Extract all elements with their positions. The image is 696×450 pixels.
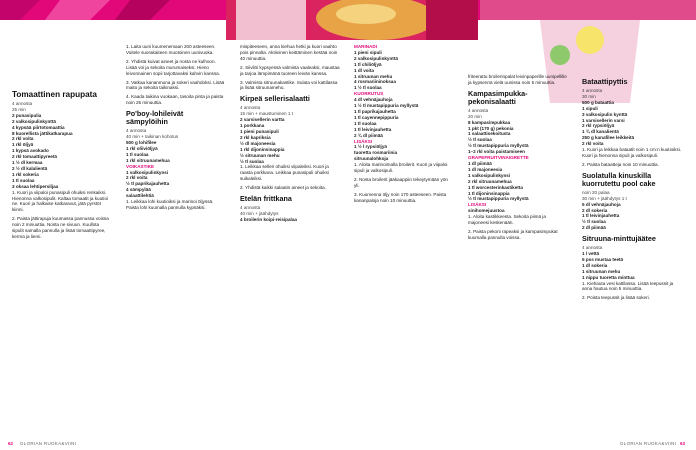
ingredient: 1 dl voita: [354, 67, 374, 73]
recipe-servings: 4 annosta: [468, 107, 489, 113]
instruction: 2. Yhdistä kaikki salaatin aineet ja sekoita.: [240, 185, 326, 191]
recipe-title: Suolatulla kinuskilla kuorrutettu pool cake: [582, 170, 656, 188]
instruction: 2. Siivilöi kypsyessä valmista vaaleaksi, maustaa ja tarjoa lämpimänä tuoreen leivän kanssa.: [240, 64, 340, 76]
ingredient: 2 dl sokeria: [582, 207, 608, 213]
instruction: 2. Poista teepussit ja lisää sokeri.: [582, 295, 650, 301]
ingredient: 4 kypsää piirtotomaattia: [12, 124, 65, 130]
ingredient: tuoretta rosmariinia: [354, 150, 398, 156]
ingredient: 2 rkl voita: [126, 175, 148, 181]
cover-photo: [226, 0, 478, 40]
recipe: [240, 95, 340, 191]
recipe-time: 40 min + jäähdytys: [240, 210, 279, 216]
column-6: [582, 74, 682, 305]
instruction: 3. Kuumenna öljy noin 170 asteeseen. Paista kananpaloja noin 10 minuuttia.: [354, 191, 447, 203]
ingredient: 1 dl majoneesia: [468, 166, 503, 172]
ingredient: 2 varsisellerin vartta: [240, 117, 285, 123]
instruction: 4. Kaada taikina vuokaan, tasoita pinta ja paista noin 25 minuuttia.: [126, 94, 224, 106]
recipe: [582, 235, 682, 301]
ingredient: 1 nippu tuoretta minttua: [582, 274, 635, 280]
ingredient: 4 rosmariininoksaa: [354, 79, 396, 85]
instruction: mispiteeseen, anna kiehua hetki ja kuori vaahto pois pinnalta. Aktiivinen keittäminen kestää noin 40 minuuttia.: [240, 44, 338, 61]
ingredient: 2 valkosipulinkynttä: [12, 118, 56, 124]
ingredient: 1 l vettä: [582, 251, 600, 257]
ingredient: sinihomejuustoa: [468, 208, 505, 214]
ingredient: 500 g bataattia: [582, 99, 614, 105]
section-subheading: LISÄKSI: [468, 202, 487, 208]
instruction: 2. Yhdistä kuivat aineet ja nosta ne kulhoon. Lisää voi ja sekoita murumaiseksi. Hieno leivonnainen sopii tarjottavaksi kahvin kanssa.: [126, 58, 220, 76]
section-subheading: MARINADI: [354, 44, 377, 49]
recipe-title: Etelän frittkana: [240, 194, 292, 204]
ingredient: 1 tl cayennepippuria: [354, 114, 399, 120]
ingredient: ½ tl mustapippuria myllystä: [468, 196, 529, 202]
ingredient: 1 porkkana: [240, 123, 265, 129]
section-subheading: KUORRUTUS: [354, 91, 384, 97]
recipe-title: Kampasimpukka-pekonisalaatti: [468, 88, 528, 106]
ingredient: 1 pieni punasipuli: [240, 128, 279, 134]
instruction: 1. Kuori ja leikkaa bataatit noin 1 cm:n kuutioiksi. Kuori ja hienonna sipuli ja valkosipuli.: [582, 147, 682, 158]
recipe: [240, 195, 340, 223]
ingredient: 2 ½ dl kalalientä: [12, 165, 48, 171]
page-footer: [0, 438, 696, 448]
ingredient: 1 rkl oliiviöljyä: [126, 145, 158, 151]
ingredient: 2 rkl kapriksia: [240, 134, 271, 140]
ingredient: 4 sämpylää: [126, 187, 151, 193]
recipe-time: 40 min + taikinan kohotus: [126, 134, 179, 140]
ingredient: 500 g lohifilee: [126, 139, 157, 145]
page-number-right: 63: [680, 441, 686, 446]
ingredient: 1 ½ tl mustapippuria myllystä: [354, 103, 419, 109]
ingredient: 1 tl leivinjauhetta: [582, 213, 620, 219]
ingredient: 1 dl sokeria: [582, 262, 608, 268]
column-5: [468, 74, 568, 245]
column-4: [354, 44, 454, 207]
section-subheading: GRAPEFRUITVINAIGRETTE: [468, 155, 529, 161]
ingredient: 1 tl dijoninsinappia: [468, 190, 510, 196]
instruction: 1. Kiehauta vesi kattilassa. Lisää teepussit ja anna hautua noin 5 minuuttia.: [582, 280, 674, 292]
recipe-servings: 4 annosta: [582, 88, 603, 93]
ingredient: 1 valkosipulinkynsi: [468, 172, 511, 178]
ingredient: 250 g kanafilee leikkeitä: [582, 135, 635, 141]
ingredient: ½ tl mustapippuria myllystä: [468, 143, 529, 149]
ingredient: 2 rkl voita: [12, 136, 34, 142]
ingredient: 2 valkosipulinkynttä: [354, 55, 398, 61]
ingredient: 1 tl paprikajauhetta: [354, 108, 396, 114]
instruction: 1. Aloita marinoimalla broilerit. Kuori ja viipaloi sipuli ja valkosipuli.: [354, 162, 448, 174]
ingredient: 1 rkl öljyä: [12, 142, 34, 148]
recipe: [468, 90, 568, 241]
recipe: [12, 90, 112, 240]
recipe-time: 30 min: [582, 93, 596, 99]
ingredient: sitruunalohkoja: [354, 156, 389, 162]
ingredient: 2 rkl sitruunamehua: [468, 178, 512, 184]
recipe-time: 25 min: [12, 106, 26, 112]
ingredient: 2 punasipulia: [12, 112, 42, 118]
ingredient: 1 ½ l rypsiöljyä: [354, 144, 387, 150]
section-subheading: LISÄKSI: [354, 138, 373, 144]
instruction: 1. Leikkaa lohi kuutioiksi ja marinoi öljyssä. Paista lohi kuumalla pannulla kypsäksi.: [126, 199, 214, 210]
ingredient: 1 ½ tl suolaa: [354, 85, 382, 91]
ingredient: 1 kypsä avokado: [12, 148, 49, 154]
ingredient: 1 tl suolaa: [354, 120, 377, 126]
ingredient: 1 sipuli: [582, 105, 598, 111]
column-1: [12, 88, 112, 244]
ingredient: 2 rkl rypsiöljyä: [582, 123, 615, 129]
ingredient: ½ tl suolaa: [240, 158, 264, 164]
section-subheading: VOIKASTIKE: [126, 163, 155, 169]
recipe-title: Bataattipyttis: [582, 77, 628, 86]
ingredient: 1 rkl sitruunamehua: [126, 157, 170, 163]
page-number-left: 62: [8, 441, 14, 446]
recipe-title: Kirpeä sellerisalaatti: [240, 94, 310, 104]
recipe-servings: 4 annosta: [126, 128, 147, 134]
column-3: [240, 44, 340, 227]
ingredient: 2 rkl voita: [582, 141, 604, 147]
ingredient: ½ dl majoneesia: [240, 140, 276, 146]
ingredient: ½ tl suolaa: [582, 219, 606, 225]
recipe-title: Po'boy-lohileivät sämpylöihin: [126, 109, 184, 127]
ingredient: 2 dl piimää: [582, 225, 606, 231]
instruction: 1. Kuori ja viipaloi punasipuli ohuiksi renkaiksi. Hienonna valkosipulit. Kaltaa tomaatit ja kuutioi ne. Kuori ja halkaise katkaravut, jätä pyrstöt kiinni.: [12, 189, 109, 213]
ingredient: 5 pss mustaa teetä: [582, 256, 624, 262]
column-2: [126, 44, 226, 215]
recipe: [582, 78, 682, 168]
instruction: 1. Aloita kastikkeesta. Sekoita piimä ja majoneesi keskenään.: [468, 214, 546, 226]
recipe: [126, 110, 226, 211]
ingredient: 1–2 rkl voita paistamiseen: [468, 149, 525, 155]
ingredient: ½ tl suolaa: [468, 137, 492, 143]
recipe-servings: 4 annosta: [12, 101, 33, 106]
ingredient: 1 sitruunan mehu: [582, 268, 621, 274]
recipe-servings: 4 annosta: [240, 105, 261, 111]
instruction: friteerattu broilerinpalat leivinpaperille uunipellille ja kypsennä vielä uunissa noin 5 minuuttia.: [468, 74, 567, 85]
ingredient: 5 dl vehnäjauhoja: [582, 201, 621, 207]
magazine-title-left: GLORIAN RUOKA&VIINI: [20, 441, 77, 446]
instruction: 1. Leikkaa selleri ohuiksi viipaleiksi. Kuori ja raasta porkkana. Leikkaa punasipuli ohuiksi suikaleiksi.: [240, 164, 329, 182]
recipe-time: 30 min + jäähdytys 1 t: [582, 195, 627, 201]
ingredient: 1 tl leivinjauhetta: [354, 126, 392, 132]
ingredient: 8 kampasimpukkaa: [468, 119, 511, 125]
ingredient: 1 valkosipulinkynsi: [126, 169, 169, 175]
instruction: 1. Laita uuni kuumenemaan 200 asteeseen. Voitele suorakaiteen muotoinen uunivuoka.: [126, 44, 216, 55]
ingredient: 1 tl suolaa: [12, 177, 35, 183]
ingredient: 4 broilerin koipi-reisipalaa: [240, 216, 297, 222]
instruction: 2. Paista bataatteja noin 10 minuuttia.: [582, 161, 659, 167]
ingredient: 1 pieni sipuli: [354, 49, 382, 55]
ingredient: salaattilehtiä: [126, 193, 154, 199]
recipe-title: Sitruuna-minttujäätee: [582, 234, 656, 244]
ingredient: 1 pkt (170 g) pekonia: [468, 125, 514, 131]
recipe-servings: 4 annosta: [582, 245, 603, 251]
ingredient: 1 sitruunan mehu: [354, 73, 393, 79]
instruction: 3. Valmista sitruunakastike. Sulata voi kattilassa ja lisää sitruunamehu.: [240, 79, 338, 91]
instruction: 2. Nosta broilerit jääkaappiin tekeytymään yön yli.: [354, 176, 448, 188]
food-photo-image: [226, 0, 478, 40]
ingredient: 1 salaattisekoitusta: [468, 131, 511, 137]
recipe-title: Tomaattinen rapupata: [12, 90, 97, 99]
recipe: [582, 172, 682, 231]
ingredient: 1 tl worcesterinkastiketta: [468, 184, 523, 190]
ingredient: 2 rkl tomaattipyreetä: [12, 154, 57, 160]
ingredient: 1 ¾ dl kanalientä: [582, 129, 619, 135]
ingredient: 3 oksaa lehtipersiljaa: [12, 183, 59, 189]
ingredient: 4 dl vehnäjauhoja: [354, 97, 393, 103]
ingredient: 1 rkl sokeria: [12, 171, 39, 177]
instruction: 2. Paista jättirapuja kuumassa pannussa voissa noin 2 minuuttia. Nosta ne sivuun. Kuullota sipulit samalla pannulla ja lisää tomaattipyree, kerma ja liemi.: [12, 216, 109, 239]
recipe-servings: 4 annosta: [240, 205, 261, 211]
ingredient: 1 tl chiliöljyä: [354, 61, 382, 67]
ingredient: 8 kuorellista jättikatkarapua: [12, 130, 73, 136]
recipe-time: 15 min + maustuminen 1 t: [240, 111, 293, 117]
instruction: 2. Paista pekoni rapeaksi ja kampasimpukat kuumalla pannulla voissa.: [468, 228, 558, 240]
recipe-time: 20 min: [468, 113, 482, 119]
instruction: 3. Vatkaa kananmuna ja sokeri vaahdoksi. Lisää maito ja sekoita taikinaksi.: [126, 79, 225, 91]
ingredient: 1 varsisellerin varsi: [582, 117, 625, 123]
recipe-servings: noin 20 palaa: [582, 189, 610, 195]
ingredient: 1 rkl dijoninsinappia: [240, 146, 285, 152]
ingredient: 1 dl piimää: [468, 160, 492, 166]
ingredient: 2 ¾ dl piimää: [354, 132, 383, 138]
ingredient: 3 valkosipulin kynttä: [582, 111, 628, 117]
ingredient: ½ sitruunan mehu: [240, 152, 280, 158]
ingredient: 1 tl suolaa: [126, 151, 149, 157]
magazine-title-right: GLORIAN RUOKA&VIINI: [620, 441, 677, 446]
ingredient: 1 ½ dl kermaa: [12, 160, 43, 166]
ingredient: ½ tl paprikajauhetta: [126, 181, 170, 187]
